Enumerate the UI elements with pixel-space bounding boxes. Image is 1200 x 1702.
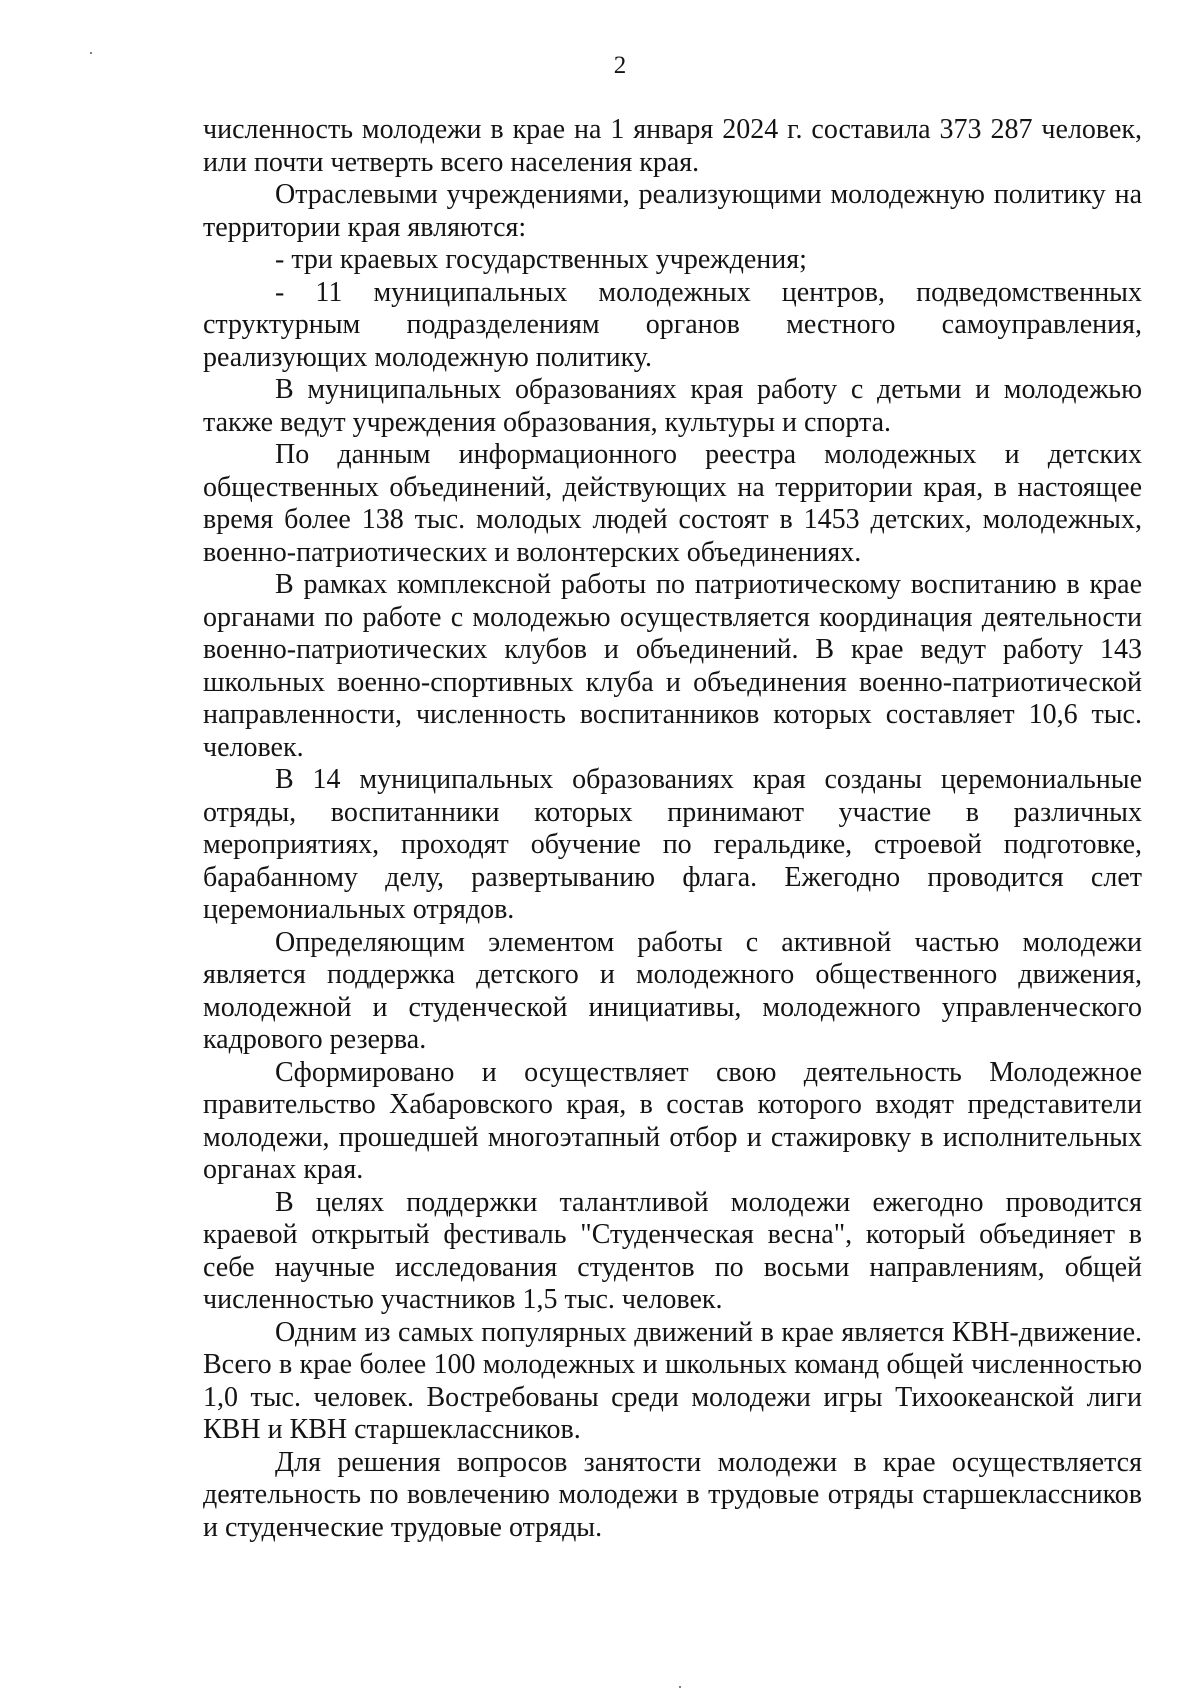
document-body [203,114,1142,1544]
paragraph-sector-institutions: Отраслевыми учреждениями, реализующими молодежную политику на территории края являются: [203,179,1142,243]
paragraph-youth-population: численность молодежи в крае на 1 января 2024 г. составила 373 287 человек, или почти четверть всего населения края. [203,114,1142,178]
paragraph-student-spring: В целях поддержки талантливой молодежи ежегодно проводится краевой открытый фестиваль "Студенческая весна", который объединяет в себе научные исследования студентов по восьми направлениям, общей численностью участников 1,5 тыс. человек. [203,1186,1142,1315]
list-item-regional-institutions: - три краевых государственных учреждения; [275,244,807,275]
paragraph-active-youth: Определяющим элементом работы с активной частью молодежи является поддержка детского и молодежного общественного движения, молодежной и студенческой инициативы, молодежного управленческого кадрового резерва. [203,926,1142,1055]
paragraph-youth-government: Сформировано и осуществляет свою деятельность Молодежное правительство Хабаровского края, в состав которого входят представители молодежи, прошедшей многоэтапный отбор и стажировку в исполнительных органах края. [203,1056,1142,1185]
list-item-municipal-centers: - 11 муниципальных молодежных центров, подведомственных структурным подразделениям органов местного самоуправления, реализующих молодежную политику. [203,276,1142,373]
paragraph-public-associations: По данным информационного реестра молодежных и детских общественных объединений, действующих на территории края, в настоящее время более 138 тыс. молодых людей состоят в 1453 детских, молодежных, военно-патриотических и волонтерских объединениях. [203,439,1142,568]
scan-speck [90,52,92,54]
scan-speck [679,1686,681,1688]
page-number: 2 [613,52,627,79]
paragraph-youth-employment: Для решения вопросов занятости молодежи в крае осуществляется деятельность по вовлечению молодежи в трудовые отряды старшеклассников и студенческие трудовые отряды. [203,1446,1142,1543]
paragraph-municipal-work: В муниципальных образованиях края работу с детьми и молодежью также ведут учреждения образования, культуры и спорта. [203,374,1142,438]
paragraph-ceremonial-squads: В 14 муниципальных образованиях края созданы церемониальные отряды, воспитанники которых принимают участие в различных мероприятиях, проходят обучение по геральдике, строевой подготовке, барабанному делу, развертыванию флага. Ежегодно проводится слет церемониальных отрядов. [203,764,1142,925]
paragraph-patriotic-education: В рамках комплексной работы по патриотическому воспитанию в крае органами по работе с молодежью осуществляется координация деятельности военно-патриотических клубов и объединений. В крае ведут работу 143 школьных военно-спортивных клуба и объединения военно-патриотической направленности, численность воспитанников которых составляет 10,6 тыс. человек. [203,569,1142,763]
paragraph-kvn-movement: Одним из самых популярных движений в крае является КВН-движение. Всего в крае более 100 молодежных и школьных команд общей численностью 1,0 тыс. человек. Востребованы среди молодежи игры Тихоокеанской лиги КВН и КВН старшеклассников. [203,1316,1142,1445]
